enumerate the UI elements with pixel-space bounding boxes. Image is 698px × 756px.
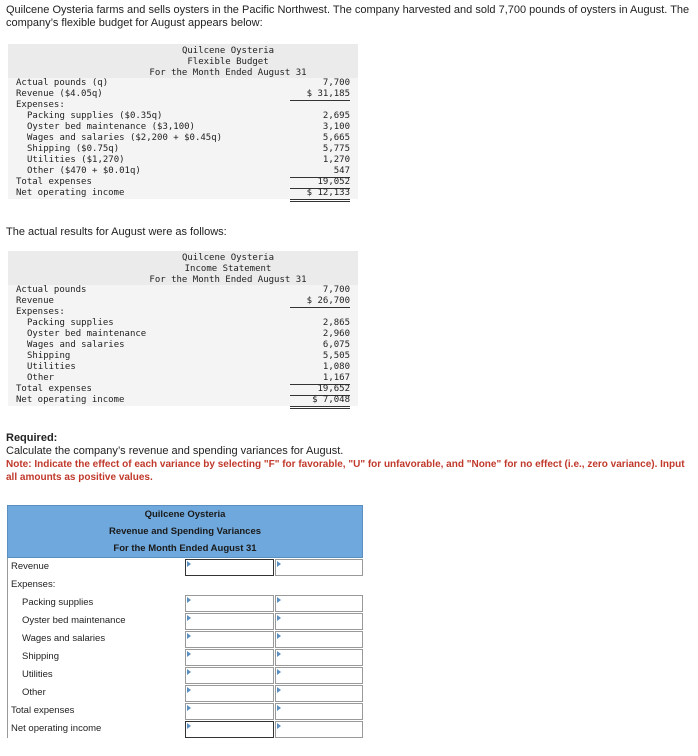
variance-row-label: Total expenses bbox=[7, 702, 185, 720]
variance-row-label: Shipping bbox=[7, 648, 185, 666]
row-label: Utilities ($1,270) bbox=[27, 155, 125, 165]
statement-row-expenses bbox=[8, 307, 358, 318]
income-statement-body bbox=[8, 285, 358, 406]
row-value: $ 12,133 bbox=[290, 188, 350, 202]
row-value: 2,695 bbox=[322, 111, 350, 121]
variance-amount-input[interactable] bbox=[185, 667, 274, 684]
row-label: Actual pounds (q) bbox=[16, 78, 109, 88]
variance-row-oyster-bed-maintenance bbox=[7, 612, 363, 630]
row-label: Revenue bbox=[16, 296, 54, 306]
variance-row-revenue bbox=[7, 558, 363, 576]
dropdown-marker-icon bbox=[277, 723, 281, 729]
statement-row-actual-pounds-q bbox=[8, 78, 358, 89]
row-value: 1,080 bbox=[322, 362, 350, 372]
variance-row-label: Net operating income bbox=[7, 720, 185, 738]
row-label: Net operating income bbox=[16, 188, 125, 198]
statement-row-expenses bbox=[8, 100, 358, 111]
statement-title: Flexible Budget bbox=[187, 57, 269, 67]
variance-amount-input[interactable] bbox=[185, 613, 274, 630]
dropdown-marker-icon bbox=[277, 561, 281, 567]
variance-row-label: Packing supplies bbox=[7, 594, 185, 612]
required-text: Calculate the company’s revenue and spending variances for August. bbox=[6, 445, 344, 457]
flexible-budget-body bbox=[8, 78, 358, 199]
statement-row-actual-pounds bbox=[8, 285, 358, 296]
statement-row-revenue bbox=[8, 296, 358, 307]
row-value: 5,775 bbox=[322, 144, 350, 154]
row-label: Expenses: bbox=[16, 100, 65, 110]
row-value: $ 31,185 bbox=[290, 89, 350, 101]
variance-effect-select[interactable] bbox=[275, 685, 363, 702]
statement-row-net-operating-income bbox=[8, 188, 358, 199]
variance-effect-select[interactable] bbox=[275, 649, 363, 666]
input-marker-icon bbox=[187, 723, 191, 729]
income-statement bbox=[8, 251, 358, 406]
statement-row-total-expenses bbox=[8, 177, 358, 188]
variance-amount-input[interactable] bbox=[185, 685, 274, 702]
statement-row-other bbox=[8, 373, 358, 384]
input-marker-icon bbox=[187, 705, 191, 711]
row-value: 7,700 bbox=[322, 285, 350, 295]
variance-row-shipping bbox=[7, 648, 363, 666]
variance-row-packing-supplies bbox=[7, 594, 363, 612]
statement-period: For the Month Ended August 31 bbox=[149, 275, 307, 285]
row-label: Packing supplies bbox=[27, 318, 114, 328]
row-label: Total expenses bbox=[16, 384, 92, 394]
row-label: Expenses: bbox=[16, 307, 65, 317]
row-value: 2,865 bbox=[322, 318, 350, 328]
variance-row-label: Other bbox=[7, 684, 185, 702]
row-label: Total expenses bbox=[16, 177, 92, 187]
variance-effect-select[interactable] bbox=[275, 613, 363, 630]
variance-amount-input[interactable] bbox=[185, 703, 274, 720]
variance-effect-select[interactable] bbox=[275, 559, 363, 576]
company-name: Quilcene Oysteria bbox=[181, 46, 275, 56]
row-label: Shipping bbox=[27, 351, 71, 361]
dropdown-marker-icon bbox=[277, 633, 281, 639]
row-value: 7,700 bbox=[322, 78, 350, 88]
income-statement-heading bbox=[8, 251, 358, 285]
variance-table bbox=[7, 505, 363, 738]
input-marker-icon bbox=[187, 687, 191, 693]
row-value: 547 bbox=[290, 166, 350, 178]
row-label: Net operating income bbox=[16, 395, 125, 405]
variance-row-label: Utilities bbox=[7, 666, 185, 684]
variance-row-label: Wages and salaries bbox=[7, 630, 185, 648]
variance-amount-input[interactable] bbox=[185, 721, 274, 738]
row-label: Oyster bed maintenance ($3,100) bbox=[27, 122, 195, 132]
statement-row-net-operating-income bbox=[8, 395, 358, 406]
statement-row-shipping-0-75q bbox=[8, 144, 358, 155]
company-name: Quilcene Oysteria bbox=[181, 253, 275, 263]
row-value: 1,167 bbox=[290, 373, 350, 385]
flexible-budget-heading bbox=[8, 44, 358, 78]
variance-amount-input[interactable] bbox=[185, 649, 274, 666]
row-value: 19,652 bbox=[290, 384, 350, 396]
row-label: Other ($470 + $0.01q) bbox=[27, 166, 141, 176]
dropdown-marker-icon bbox=[277, 705, 281, 711]
variance-effect-select[interactable] bbox=[275, 703, 363, 720]
actual-results-text: The actual results for August were as follows: bbox=[6, 226, 227, 238]
input-marker-icon bbox=[187, 633, 191, 639]
row-value: 19,052 bbox=[290, 177, 350, 189]
dropdown-marker-icon bbox=[277, 669, 281, 675]
row-label: Utilities bbox=[27, 362, 76, 372]
variance-row-label: Expenses: bbox=[7, 576, 185, 594]
row-label: Revenue ($4.05q) bbox=[16, 89, 103, 99]
variance-table-body bbox=[7, 558, 363, 738]
variance-row-expenses bbox=[7, 576, 363, 594]
required-note: Note: Indicate the effect of each variance by selecting "F" for favorable, "U" for unfavorable, and "None" for no effect (i.e., zero variance). Input all amounts as positive values. bbox=[6, 459, 685, 483]
variance-amount-input[interactable] bbox=[185, 631, 274, 648]
variance-effect-select[interactable] bbox=[275, 631, 363, 648]
variance-effect-select[interactable] bbox=[275, 667, 363, 684]
row-label: Packing supplies ($0.35q) bbox=[27, 111, 163, 121]
input-marker-icon bbox=[187, 669, 191, 675]
statement-row-wages-and-salaries bbox=[8, 340, 358, 351]
variance-row-net-operating-income bbox=[7, 720, 363, 738]
statement-period: For the Month Ended August 31 bbox=[149, 68, 307, 78]
row-value: 1,270 bbox=[322, 155, 350, 165]
variance-row-total-expenses bbox=[7, 702, 363, 720]
row-label: Oyster bed maintenance bbox=[27, 329, 147, 339]
variance-amount-input[interactable] bbox=[185, 595, 274, 612]
statement-row-oyster-bed-maintenance bbox=[8, 329, 358, 340]
row-label: Actual pounds bbox=[16, 285, 87, 295]
variance-row-label: Oyster bed maintenance bbox=[7, 612, 185, 630]
statement-row-oyster-bed-maintenance-3-100 bbox=[8, 122, 358, 133]
variance-table-heading bbox=[7, 505, 363, 558]
company-name: Quilcene Oysteria bbox=[144, 509, 226, 520]
statement-row-other-470-0-01q bbox=[8, 166, 358, 177]
input-marker-icon bbox=[187, 651, 191, 657]
table-title: Revenue and Spending Variances bbox=[108, 526, 262, 537]
dropdown-marker-icon bbox=[277, 615, 281, 621]
row-value: 2,960 bbox=[322, 329, 350, 339]
dropdown-marker-icon bbox=[277, 651, 281, 657]
statement-row-packing-supplies bbox=[8, 318, 358, 329]
statement-row-shipping bbox=[8, 351, 358, 362]
input-marker-icon bbox=[187, 615, 191, 621]
statement-row-total-expenses bbox=[8, 384, 358, 395]
variance-effect-select[interactable] bbox=[275, 595, 363, 612]
statement-row-wages-and-salaries-2-200-0-45q bbox=[8, 133, 358, 144]
row-label: Wages and salaries ($2,200 + $0.45q) bbox=[27, 133, 223, 143]
row-value: $ 7,048 bbox=[290, 395, 350, 409]
statement-row-utilities bbox=[8, 362, 358, 373]
row-value: 5,665 bbox=[322, 133, 350, 143]
flexible-budget-statement bbox=[8, 44, 358, 199]
variance-amount-input[interactable] bbox=[185, 559, 274, 576]
statement-row-revenue-4-05q bbox=[8, 89, 358, 100]
row-value: 3,100 bbox=[322, 122, 350, 132]
statement-row-utilities-1-270 bbox=[8, 155, 358, 166]
variance-row-other bbox=[7, 684, 363, 702]
required-heading: Required: bbox=[6, 432, 58, 444]
statement-row-packing-supplies-0-35q bbox=[8, 111, 358, 122]
row-value: $ 26,700 bbox=[290, 296, 350, 308]
row-value: 6,075 bbox=[322, 340, 350, 350]
variance-row-wages-and-salaries bbox=[7, 630, 363, 648]
statement-title: Income Statement bbox=[184, 264, 272, 274]
row-value: 5,505 bbox=[322, 351, 350, 361]
dropdown-marker-icon bbox=[277, 687, 281, 693]
table-period: For the Month Ended August 31 bbox=[113, 543, 257, 554]
input-marker-icon bbox=[187, 561, 191, 567]
variance-row-label: Revenue bbox=[7, 558, 185, 576]
row-label: Wages and salaries bbox=[27, 340, 125, 350]
input-marker-icon bbox=[187, 597, 191, 603]
row-label: Shipping ($0.75q) bbox=[27, 144, 120, 154]
dropdown-marker-icon bbox=[277, 597, 281, 603]
variance-effect-select[interactable] bbox=[275, 721, 363, 738]
row-label: Other bbox=[27, 373, 55, 383]
variance-row-utilities bbox=[7, 666, 363, 684]
intro-text: Quilcene Oysteria farms and sells oysters in the Pacific Northwest. The company harvested and sold 7,700 pounds of oysters in August. The company’s flexible budget for August appears below: bbox=[6, 4, 690, 29]
